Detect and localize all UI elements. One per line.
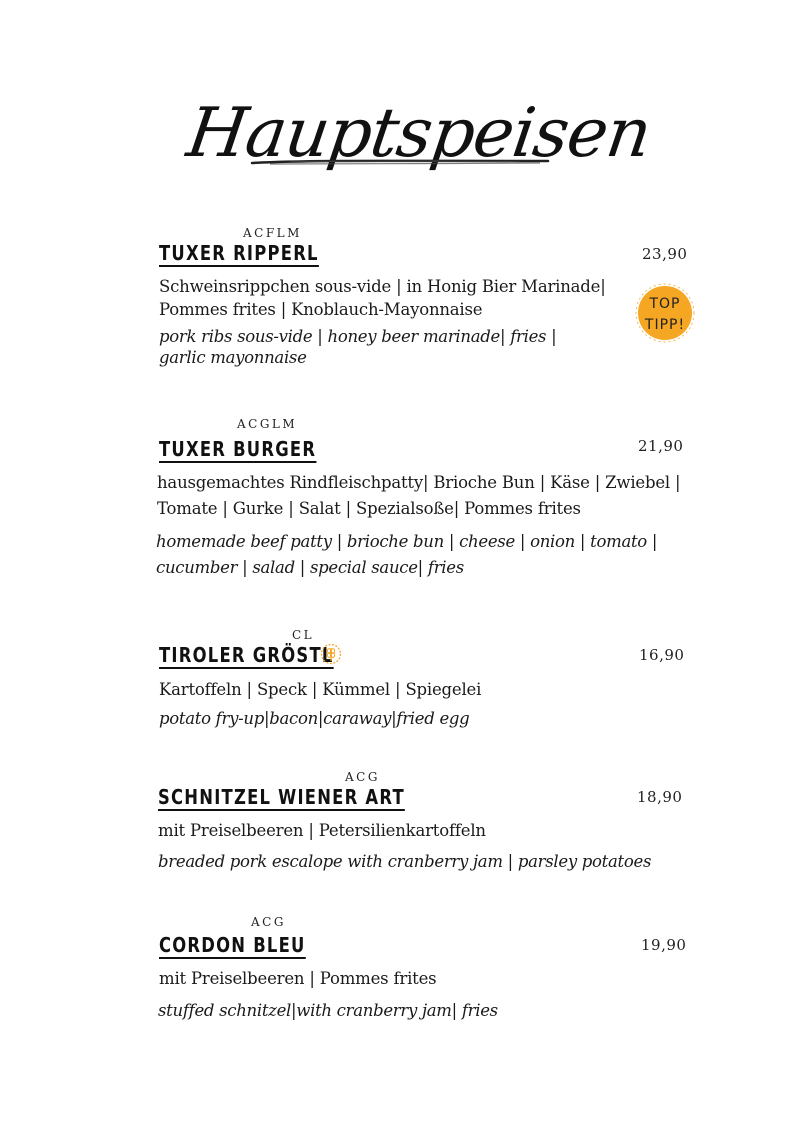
dish-name: TUXER RIPPERL [159,241,319,265]
page-title: Hauptspeisen [182,94,656,173]
top-tipp-badge [634,283,696,343]
dish-price: 18,90 [637,788,683,806]
allergen-codes: ACG [251,915,286,929]
brush-underline [250,158,550,166]
description-english: pork ribs sous-vide | honey beer marinade| fries | [159,327,557,346]
description-german: mit Preiselbeeren | Petersilienkartoffeln [158,821,486,840]
badge-line-1: TOP [649,296,681,312]
dish-name: SCHNITZEL WIENER ART [158,785,405,809]
description-english: breaded pork escalope with cranberry jam | parsley potatoes [158,852,652,871]
description-german: Schweinsrippchen sous-vide | in Honig Bier Marinade| [159,277,606,296]
description-german: Kartoffeln | Speck | Kümmel | Spiegelei [159,680,482,699]
description-english: homemade beef patty | brioche bun | cheese | onion | tomato | [156,532,658,551]
description-german: Pommes frites | Knoblauch-Mayonnaise [159,300,483,319]
wheat-icon [320,643,342,665]
allergen-codes: CL [292,628,315,642]
description-german: Tomate | Gurke | Salat | Spezialsoße| Pommes frites [157,499,581,518]
dish-name: CORDON BLEU [159,933,306,957]
dish-price: 21,90 [638,437,684,455]
allergen-codes: ACGLM [237,417,298,431]
description-english: potato fry-up|bacon|caraway|fried egg [159,709,470,728]
dish-price: 16,90 [639,646,685,664]
allergen-codes: ACG [345,770,380,784]
badge-line-2: TIPP! [644,317,686,333]
description-english: garlic mayonnaise [159,348,307,367]
dish-price: 23,90 [642,245,688,263]
description-german: hausgemachtes Rindfleischpatty| Brioche Bun | Käse | Zwiebel | [157,473,681,492]
dish-name: TUXER BURGER [159,437,317,461]
description-english: stuffed schnitzel|with cranberry jam| fries [158,1001,498,1020]
dish-name: TIROLER GRÖSTL [159,643,334,667]
page-header [182,70,656,200]
description-german: mit Preiselbeeren | Pommes frites [159,969,437,988]
allergen-codes: ACFLM [243,226,302,240]
dish-price: 19,90 [641,936,687,954]
description-english: cucumber | salad | special sauce| fries [156,558,464,577]
